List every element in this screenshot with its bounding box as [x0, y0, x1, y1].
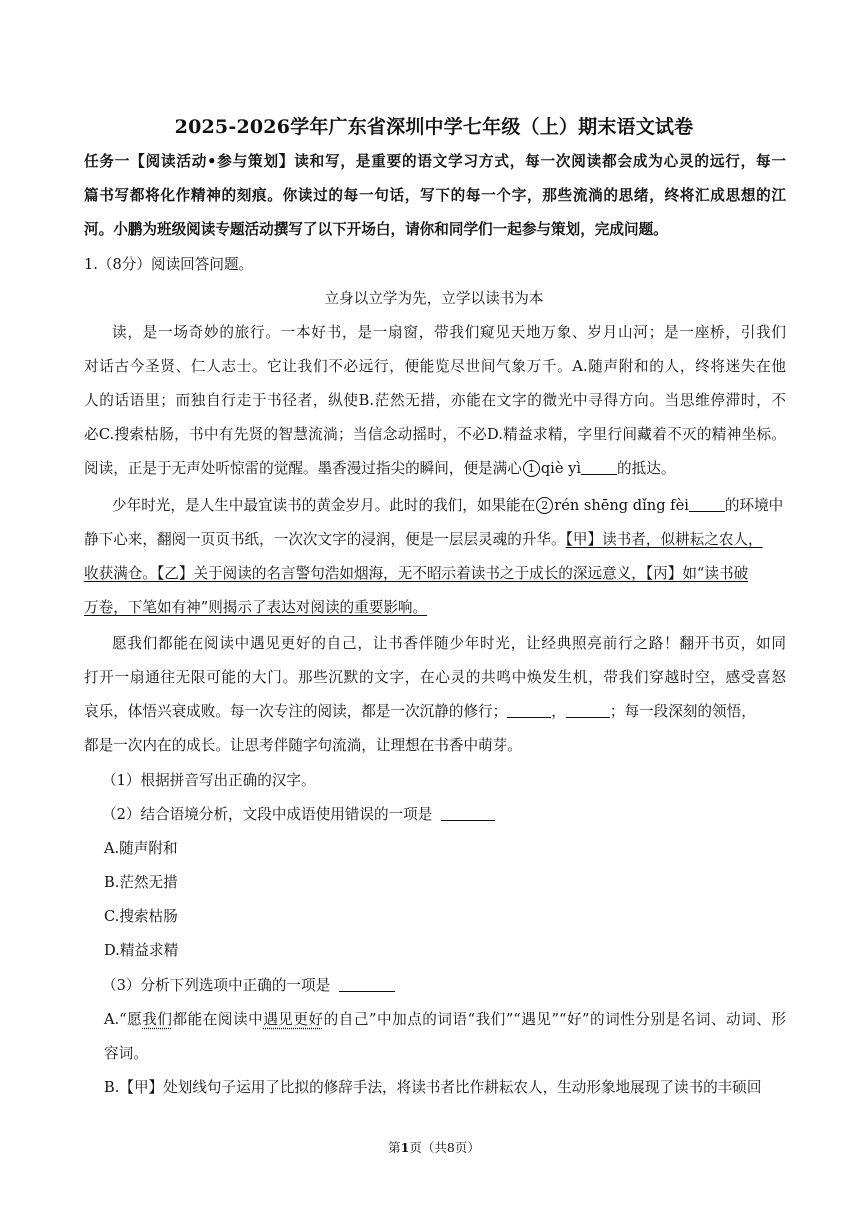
- answer-blank[interactable]: [689, 497, 725, 512]
- paragraph-2-line-4: [84, 598, 786, 618]
- text-segment: ；每一段深刻的领悟，: [609, 703, 756, 720]
- underlined-sentence: 【甲】读书者，似耕耘之农人，: [565, 531, 763, 548]
- paragraph-1-line-1: 读，是一场奇妙的旅行。一本好书，是一扇窗，带我们窥见天地万象、岁月山河；是一座桥，引我们: [112, 324, 786, 341]
- answer-blank[interactable]: [441, 806, 495, 821]
- paragraph-1-line-5: [84, 459, 786, 479]
- page-number: 1: [400, 1140, 410, 1155]
- text-segment: 的环境中: [724, 497, 784, 514]
- task-intro-line-2: 篇书写都将化作精神的刻痕。你读过的每一句话，写下的每一个字，那些流淌的思绪，终将汇成思想的江: [84, 187, 786, 204]
- task-intro-line-3: 河。小鹏为班级阅读专题活动撰写了以下开场白，请你和同学们一起参与策划，完成问题。: [84, 221, 668, 238]
- dotted-word: 遇见: [263, 1011, 294, 1028]
- option-b: B.茫然无措: [104, 874, 178, 891]
- text-segment: 的自己”中加点的词语“我们”“遇见”“好”的词性分别是名词、动词、形: [323, 1011, 786, 1028]
- question-1-header: 1.（8分）阅读回答问题。: [84, 256, 254, 273]
- paragraph-3-line-4: 都是一次内在的成长。让思考伴随字句流淌，让理想在书香中萌芽。: [84, 737, 522, 754]
- paragraph-3-line-1: 愿我们都能在阅读中遇见更好的自己，让书香伴随少年时光，让经典照亮前行之路！翻开书页，如同: [112, 635, 786, 652]
- text-segment: A.“愿: [104, 1011, 143, 1028]
- paragraph-1-line-3: 人的话语里；而独自行走于书径者，纵使B.茫然无措，亦能在文字的微光中寻得方向。当思维停滞时，不: [84, 392, 786, 409]
- text-segment: ，: [551, 703, 566, 720]
- question-text: （3）分析下列选项中正确的一项是: [102, 977, 331, 994]
- paragraph-1-line-2: 对话古今圣贤、仁人志士。它让我们不必远行，便能览尽世间气象万千。A.随声附和的人，终将迷失在他: [84, 358, 786, 375]
- question-1-2: [102, 805, 786, 825]
- blank-number-badge: 2: [536, 497, 553, 514]
- question-text: （2）结合语境分析，文段中成语使用错误的一项是: [102, 806, 433, 823]
- text-segment: 的抵达。: [617, 460, 676, 477]
- blank-number-badge: 1: [523, 460, 540, 477]
- paragraph-2-line-3: 收获满仓。【乙】关于阅读的名言警句浩如烟海，无不昭示着读书之于成长的深远意义，【丙】如“读书破: [84, 565, 749, 582]
- text-segment: 少年时光，是人生中最宜读书的黄金岁月。此时的我们，如果能在: [112, 497, 536, 514]
- option-3a-line-1: [104, 1010, 786, 1030]
- option-3a-line-2: 容词。: [104, 1045, 148, 1062]
- paragraph-2-line-1: [112, 496, 786, 516]
- question-1-1: （1）根据拼音写出正确的汉字。: [102, 772, 316, 789]
- text-segment: 都能在阅读中: [172, 1011, 264, 1028]
- paragraph-2-line-2: [84, 530, 786, 550]
- option-3b-line-1: B.【甲】处划线句子运用了比拟的修辞手法，将读书者比作耕耘农人，生动形象地展现了读书的丰硕回: [104, 1079, 762, 1096]
- answer-blank[interactable]: [581, 460, 617, 475]
- dotted-word: 更好: [293, 1011, 324, 1028]
- text-segment: 阅读，正是于无声处听惊雷的觉醒。墨香漫过指尖的瞬间，便是满心: [84, 460, 522, 477]
- option-d: D.精益求精: [104, 942, 179, 959]
- paragraph-1-line-4: 必C.搜索枯肠，书中有先贤的智慧流淌；当信念动摇时，不必D.精益求精，字里行间藏着不灭的精神坐标。: [84, 426, 786, 443]
- passage-title: 立身以立学为先，立学以读书为本: [324, 290, 544, 307]
- answer-blank[interactable]: [507, 703, 551, 718]
- option-c: C.搜索枯肠: [104, 908, 178, 925]
- question-1-3: [102, 976, 786, 996]
- paragraph-3-line-2: 打开一扇通往无限可能的大门。那些沉默的文字，在心灵的共鸣中焕发生机，带我们穿越时空，感受喜怒: [84, 669, 786, 686]
- pinyin-prompt: qiè yì: [540, 460, 582, 477]
- page-title: 2025-2026学年广东省深圳中学七年级（上）期末语文试卷: [174, 116, 694, 138]
- footer-text: 页（共: [409, 1140, 447, 1155]
- answer-blank[interactable]: [566, 703, 610, 718]
- text-segment: 静下心来，翻阅一页页书纸，一次次文字的浸润，便是一层层灵魂的升华。: [84, 531, 566, 548]
- total-pages: 8: [446, 1140, 455, 1155]
- paragraph-3-line-3: [84, 702, 786, 722]
- dotted-word: 我们: [142, 1011, 173, 1028]
- footer-text: 页）: [454, 1140, 480, 1155]
- option-a: A.随声附和: [104, 840, 178, 857]
- text-segment: 哀乐，体悟兴衰成败。每一次专注的阅读，都是一次沉静的修行；: [84, 703, 508, 720]
- page-footer: [0, 1138, 868, 1156]
- underlined-sentence: 万卷，下笔如有神”则揭示了表达对阅读的重要影响。: [84, 599, 428, 616]
- pinyin-prompt: rén shēng dǐng fèi: [554, 497, 689, 514]
- task-intro-line-1: 任务一【阅读活动•参与策划】读和写，是重要的语文学习方式，每一次阅读都会成为心灵的远行，每一: [84, 153, 786, 170]
- answer-blank[interactable]: [339, 977, 395, 992]
- footer-text: 第: [388, 1140, 401, 1155]
